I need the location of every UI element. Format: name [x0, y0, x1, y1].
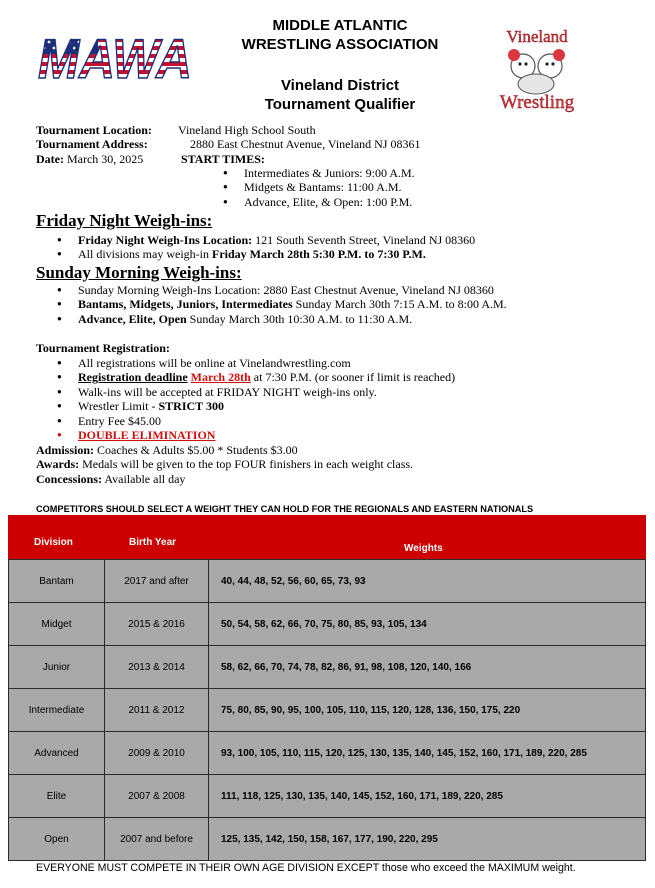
list-item: ● Bantams, Midgets, Juniors, Intermediates Sunday March 30th 7:15 A.M. to 8:00 A.M.	[78, 297, 507, 311]
list-item: ● All registrations will be online at Vinelandwrestling.com	[78, 356, 455, 370]
cell-birth-year: 2011 & 2012	[105, 689, 209, 732]
date-row: Date: March 30, 2025 START TIMES:	[36, 151, 265, 166]
cell-weights: 75, 80, 85, 90, 95, 100, 105, 110, 115, 120, 128, 136, 150, 175, 220	[209, 689, 646, 732]
cell-division: Advanced	[9, 732, 105, 775]
sunday-list	[78, 283, 507, 326]
start-times-list	[244, 166, 415, 209]
cell-birth-year: 2015 & 2016	[105, 603, 209, 646]
list-item: ● Wrestler Limit - STRICT 300	[78, 399, 455, 413]
list-item: ● Registration deadline March 28th at 7:30 P.M. (or sooner if limit is reached)	[78, 370, 455, 384]
title-line1: Vineland District	[280, 77, 400, 94]
table-row	[9, 603, 646, 646]
cell-weights: 58, 62, 66, 70, 74, 78, 82, 86, 91, 98, 108, 120, 140, 166	[209, 646, 646, 689]
cell-division: Midget	[9, 603, 105, 646]
cell-birth-year: 2013 & 2014	[105, 646, 209, 689]
list-item: ● All divisions may weigh-in Friday March 28th 5:30 P.M. to 7:30 P.M.	[78, 247, 475, 261]
competitors-note: COMPETITORS SHOULD SELECT A WEIGHT THEY CAN HOLD FOR THE REGIONALS AND EASTERN NATIONALS	[36, 504, 534, 514]
friday-list	[78, 233, 475, 262]
address-row: Tournament Address: 2880 East Chestnut Avenue, Vineland NJ 08361	[36, 137, 421, 152]
sunday-heading: Sunday Morning Weigh-ins:	[36, 263, 242, 282]
list-item: ● Walk-ins will be accepted at FRIDAY NIGHT weigh-ins only.	[78, 385, 455, 399]
weights-table	[8, 559, 646, 861]
registration-list	[78, 356, 455, 442]
list-item: ● DOUBLE ELIMINATION	[78, 428, 455, 442]
list-item: ● Friday Night Weigh-Ins Location: 121 South Seventh Street, Vineland NJ 08360	[78, 233, 475, 247]
table-row	[9, 732, 646, 775]
table-row	[9, 775, 646, 818]
vineland-wrestling-logo	[490, 22, 585, 114]
org-name	[190, 16, 490, 54]
mawa-logo	[36, 30, 194, 82]
svg-text:Vineland: Vineland	[506, 27, 568, 46]
list-item: ● Intermediates & Juniors: 9:00 A.M.	[244, 166, 415, 180]
list-item: ● Midgets & Bantams: 11:00 A.M.	[244, 180, 415, 194]
tournament-info	[36, 123, 636, 166]
header-weights: Weights	[404, 543, 443, 554]
cell-weights: 93, 100, 105, 110, 115, 120, 125, 130, 135, 140, 145, 152, 160, 171, 189, 220, 285	[209, 732, 646, 775]
cell-weights: 40, 44, 48, 52, 56, 60, 65, 73, 93	[209, 560, 646, 603]
wrestlers-mascot-icon	[508, 49, 565, 94]
table-row	[9, 646, 646, 689]
table-row	[9, 818, 646, 861]
table-header	[8, 515, 646, 559]
cell-birth-year: 2007 & 2008	[105, 775, 209, 818]
cell-birth-year: 2017 and after	[105, 560, 209, 603]
table-row	[9, 689, 646, 732]
cell-division: Elite	[9, 775, 105, 818]
admission-block	[36, 443, 636, 486]
concessions-row: Concessions: Available all day	[36, 471, 186, 486]
org-name-line2: WRESTLING ASSOCIATION	[241, 36, 439, 53]
cell-weights: 111, 118, 125, 130, 135, 140, 145, 152, 160, 171, 189, 220, 285	[209, 775, 646, 818]
cell-division: Bantam	[9, 560, 105, 603]
org-name-line1: MIDDLE ATLANTIC	[272, 17, 408, 34]
svg-text:Wrestling: Wrestling	[499, 92, 575, 113]
awards-row: Awards: Medals will be given to the top FOUR finishers in each weight class.	[36, 457, 414, 472]
table-row	[9, 560, 646, 603]
list-item: ● Advance, Elite, & Open: 1:00 P.M.	[244, 195, 415, 209]
cell-birth-year: 2009 & 2010	[105, 732, 209, 775]
list-item: ● Sunday Morning Weigh-Ins Location: 2880 East Chestnut Avenue, Vineland NJ 08360	[78, 283, 507, 297]
registration-heading: Tournament Registration:	[36, 341, 170, 355]
cell-weights: 50, 54, 58, 62, 66, 70, 75, 80, 85, 93, 105, 134	[209, 603, 646, 646]
cell-division: Junior	[9, 646, 105, 689]
cell-division: Open	[9, 818, 105, 861]
location-row: Tournament Location: Vineland High School South	[36, 123, 316, 137]
footer-note: EVERYONE MUST COMPETE IN THEIR OWN AGE DIVISION EXCEPT those who exceed the MAXIMUM weight.	[36, 862, 576, 874]
title-line2: Tournament Qualifier	[264, 96, 416, 113]
header-birth-year: Birth Year	[129, 537, 177, 548]
cell-birth-year: 2007 and before	[105, 818, 209, 861]
cell-division: Intermediate	[9, 689, 105, 732]
list-item: ● Entry Fee $45.00	[78, 414, 455, 428]
admission-row: Admission: Coaches & Adults $5.00 * Students $3.00	[36, 443, 298, 457]
svg-text:MAWA: MAWA	[38, 30, 192, 82]
friday-heading: Friday Night Weigh-ins:	[36, 211, 213, 230]
tournament-title	[190, 76, 490, 114]
header-division: Division	[34, 537, 73, 548]
list-item: ● Advance, Elite, Open Sunday March 30th 10:30 A.M. to 11:30 A.M.	[78, 312, 507, 326]
cell-weights: 125, 135, 142, 150, 158, 167, 177, 190, 220, 295	[209, 818, 646, 861]
